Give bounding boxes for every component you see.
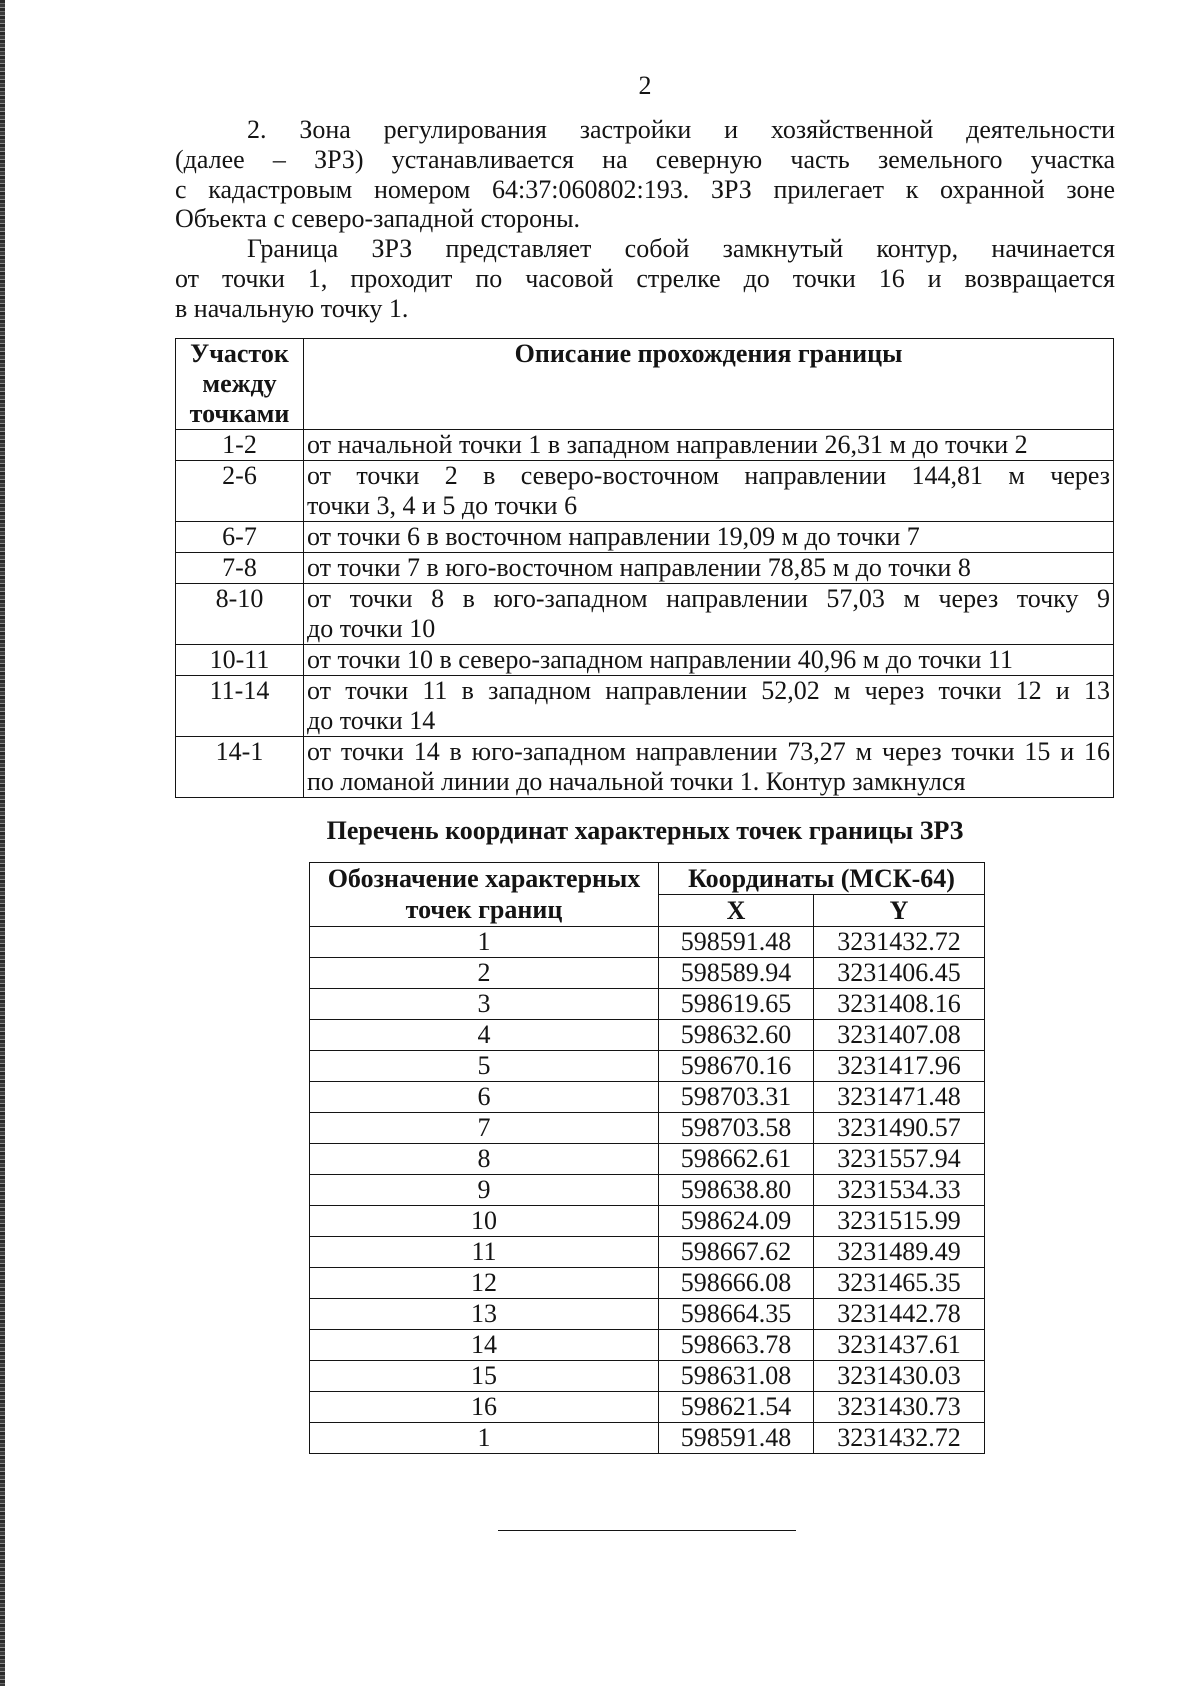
paragraph-zone-description <box>175 115 1115 234</box>
x-cell: 598638.80 <box>659 1175 814 1206</box>
description-line: от точки 10 в северо-западном направлении 40,96 м до точки 11 <box>307 645 1013 674</box>
coordinates-heading: Перечень координат характерных точек границы ЗРЗ <box>326 816 964 845</box>
x-cell: 598703.58 <box>659 1113 814 1144</box>
x-cell: 598662.61 <box>659 1144 814 1175</box>
y-cell: 3231432.72 <box>814 927 985 958</box>
point-cell: 7 <box>310 1113 659 1144</box>
boundary-row <box>176 737 1114 798</box>
description-line: точки 3, 4 и 5 до точки 6 <box>307 491 578 520</box>
segment-cell: 1-2 <box>176 430 304 461</box>
boundary-row <box>176 676 1114 737</box>
coordinates-header-row <box>310 863 985 895</box>
coord-row <box>310 1237 985 1268</box>
y-cell: 3231515.99 <box>814 1206 985 1237</box>
point-cell: 9 <box>310 1175 659 1206</box>
y-cell: 3231557.94 <box>814 1144 985 1175</box>
coord-row <box>310 1113 985 1144</box>
paragraph-line: (далее – ЗРЗ) устанавливается на северную часть земельного участка <box>175 144 1115 174</box>
point-cell: 12 <box>310 1268 659 1299</box>
coord-row <box>310 1299 985 1330</box>
boundary-row <box>176 430 1114 461</box>
page-number: 2 <box>638 71 652 100</box>
x-cell: 598703.31 <box>659 1082 814 1113</box>
paragraph-line: 2. Зона регулирования застройки и хозяйственной деятельности <box>247 115 1115 144</box>
segment-cell: 7-8 <box>176 553 304 584</box>
boundary-row <box>176 584 1114 645</box>
x-cell: 598624.09 <box>659 1206 814 1237</box>
segment-cell: 14-1 <box>176 737 304 798</box>
y-cell: 3231465.35 <box>814 1268 985 1299</box>
x-cell: 598591.48 <box>659 1423 814 1454</box>
header-description: Описание прохождения границы <box>304 339 1114 430</box>
coord-row <box>310 1392 985 1423</box>
description-cell <box>304 584 1114 645</box>
point-cell: 1 <box>310 1423 659 1454</box>
y-cell: 3231406.45 <box>814 958 985 989</box>
coord-row <box>310 1051 985 1082</box>
boundary-table-header-row <box>176 339 1114 430</box>
paragraph-line: с кадастровым номером 64:37:060802:193. ЗРЗ прилегает к охранной зоне <box>175 174 1115 204</box>
description-line: от точки 6 в восточном направлении 19,09 м до точки 7 <box>307 522 920 551</box>
point-cell: 15 <box>310 1361 659 1392</box>
x-cell: 598621.54 <box>659 1392 814 1423</box>
scan-edge <box>0 0 5 1686</box>
point-cell: 14 <box>310 1330 659 1361</box>
point-cell: 5 <box>310 1051 659 1082</box>
description-line: от точки 2 в северо-восточном направлении 144,81 м через <box>307 461 1110 490</box>
coord-row <box>310 958 985 989</box>
y-cell: 3231430.73 <box>814 1392 985 1423</box>
boundary-row <box>176 522 1114 553</box>
coord-row <box>310 1082 985 1113</box>
point-cell: 11 <box>310 1237 659 1268</box>
header-point-designation: Обозначение характерных точек границ <box>310 863 659 927</box>
boundary-table <box>175 338 1114 798</box>
x-cell: 598632.60 <box>659 1020 814 1051</box>
y-cell: 3231430.03 <box>814 1361 985 1392</box>
paragraph-line: в начальную точку 1. <box>175 293 409 323</box>
description-cell <box>304 676 1114 737</box>
description-line: от точки 14 в юго-западном направлении 73,27 м через точки 15 и 16 <box>307 737 1110 766</box>
description-line: от точки 11 в западном направлении 52,02 м через точки 12 и 13 <box>307 676 1110 705</box>
coord-row <box>310 1206 985 1237</box>
x-cell: 598619.65 <box>659 989 814 1020</box>
point-cell: 6 <box>310 1082 659 1113</box>
boundary-row <box>176 553 1114 584</box>
y-cell: 3231417.96 <box>814 1051 985 1082</box>
coord-row <box>310 1144 985 1175</box>
coord-row <box>310 927 985 958</box>
y-cell: 3231489.49 <box>814 1237 985 1268</box>
y-cell: 3231471.48 <box>814 1082 985 1113</box>
point-cell: 16 <box>310 1392 659 1423</box>
description-line: от точки 7 в юго-восточном направлении 78,85 м до точки 8 <box>307 553 971 582</box>
body-text <box>175 115 1115 324</box>
segment-cell: 10-11 <box>176 645 304 676</box>
y-cell: 3231490.57 <box>814 1113 985 1144</box>
y-cell: 3231442.78 <box>814 1299 985 1330</box>
x-cell: 598663.78 <box>659 1330 814 1361</box>
header-coordinates-system: Координаты (МСК-64) <box>659 863 985 895</box>
y-cell: 3231437.61 <box>814 1330 985 1361</box>
x-cell: 598664.35 <box>659 1299 814 1330</box>
segment-cell: 11-14 <box>176 676 304 737</box>
description-line: до точки 14 <box>307 706 436 735</box>
paragraph-line: Объекта с северо-западной стороны. <box>175 204 581 234</box>
x-cell: 598631.08 <box>659 1361 814 1392</box>
y-cell: 3231432.72 <box>814 1423 985 1454</box>
coord-row <box>310 1175 985 1206</box>
segment-cell: 8-10 <box>176 584 304 645</box>
header-segment: Участок между точками <box>176 339 304 430</box>
point-cell: 4 <box>310 1020 659 1051</box>
x-cell: 598666.08 <box>659 1268 814 1299</box>
segment-cell: 2-6 <box>176 461 304 522</box>
closing-rule <box>498 1530 796 1531</box>
x-cell: 598667.62 <box>659 1237 814 1268</box>
coord-row <box>310 989 985 1020</box>
point-cell: 1 <box>310 927 659 958</box>
header-x: X <box>659 895 814 927</box>
paragraph-line: Граница ЗРЗ представляет собой замкнутый контур, начинается <box>247 234 1115 264</box>
coord-row <box>310 1361 985 1392</box>
segment-cell: 6-7 <box>176 522 304 553</box>
x-cell: 598589.94 <box>659 958 814 989</box>
description-cell <box>304 737 1114 798</box>
y-cell: 3231407.08 <box>814 1020 985 1051</box>
description-cell <box>304 430 1114 461</box>
point-cell: 13 <box>310 1299 659 1330</box>
description-cell <box>304 522 1114 553</box>
coord-row <box>310 1423 985 1454</box>
header-y: Y <box>814 895 985 927</box>
point-cell: 10 <box>310 1206 659 1237</box>
description-cell <box>304 461 1114 522</box>
description-cell <box>304 645 1114 676</box>
description-line: от начальной точки 1 в западном направлении 26,31 м до точки 2 <box>307 430 1028 459</box>
boundary-row <box>176 645 1114 676</box>
boundary-row <box>176 461 1114 522</box>
y-cell: 3231534.33 <box>814 1175 985 1206</box>
description-line: от точки 8 в юго-западном направлении 57,03 м через точку 9 <box>307 584 1110 613</box>
y-cell: 3231408.16 <box>814 989 985 1020</box>
coord-row <box>310 1330 985 1361</box>
point-cell: 2 <box>310 958 659 989</box>
coord-row <box>310 1268 985 1299</box>
paragraph-boundary-description <box>175 234 1115 323</box>
point-cell: 8 <box>310 1144 659 1175</box>
description-line: до точки 10 <box>307 614 436 643</box>
x-cell: 598670.16 <box>659 1051 814 1082</box>
x-cell: 598591.48 <box>659 927 814 958</box>
coord-row <box>310 1020 985 1051</box>
coordinates-table <box>309 862 985 1454</box>
description-cell <box>304 553 1114 584</box>
point-cell: 3 <box>310 989 659 1020</box>
paragraph-line: от точки 1, проходит по часовой стрелке до точки 16 и возвращается <box>175 263 1115 293</box>
description-line: по ломаной линии до начальной точки 1. Контур замкнулся <box>307 767 966 796</box>
